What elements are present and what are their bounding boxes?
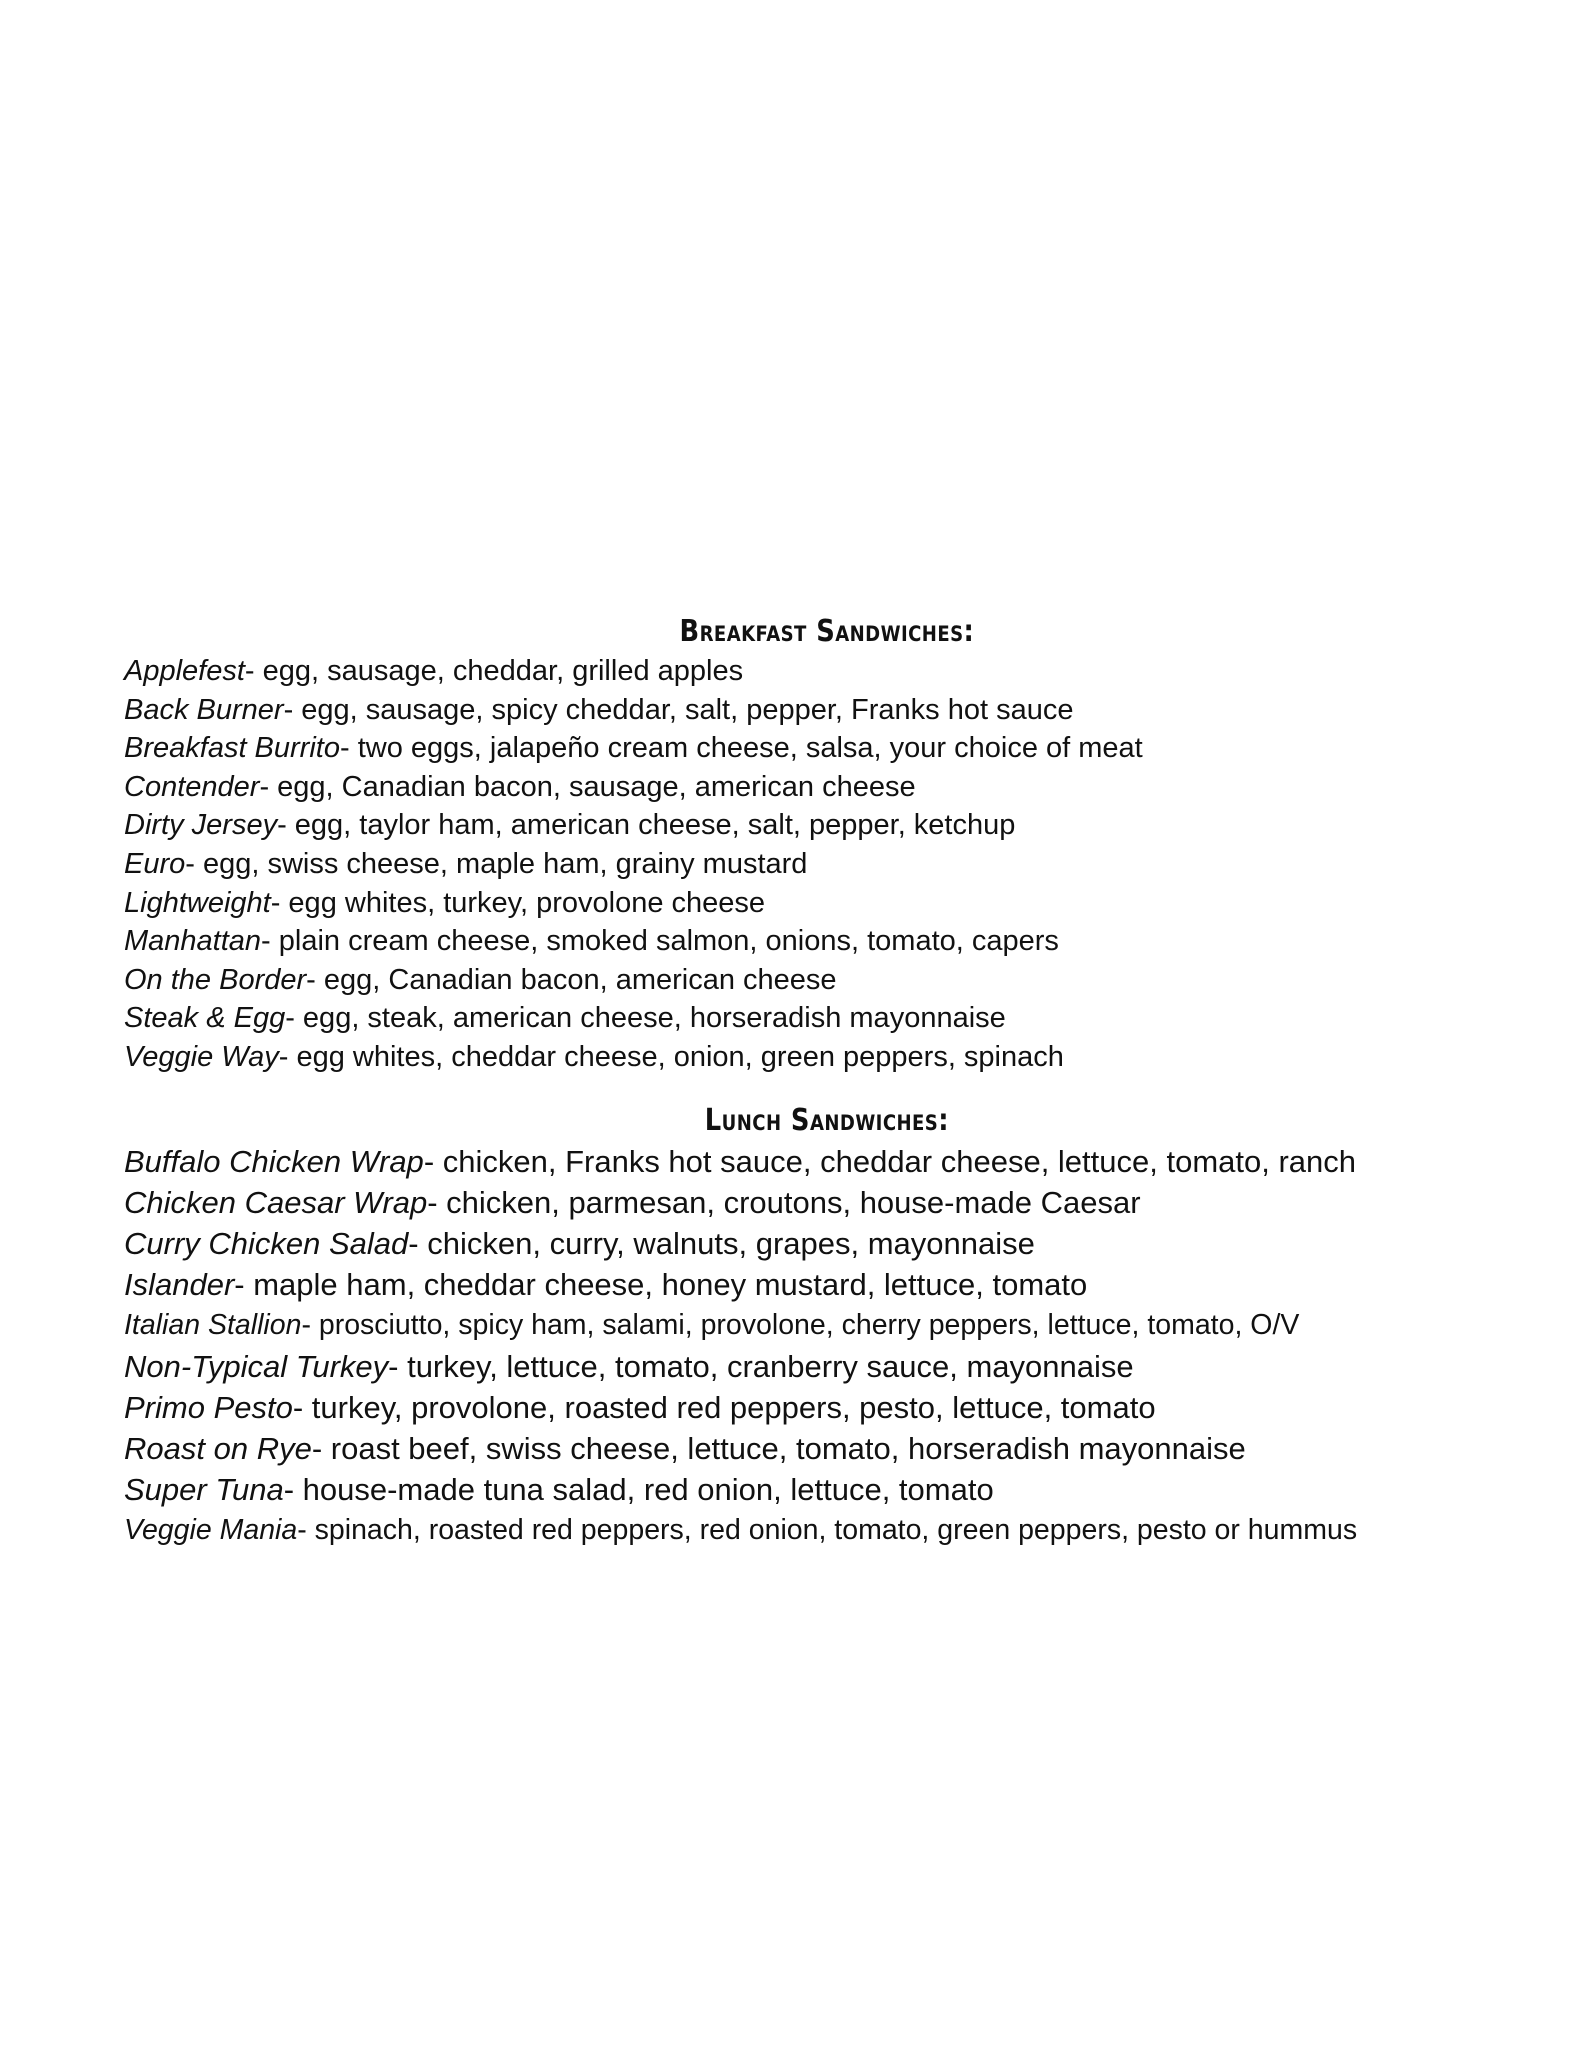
item-description: - prosciutto, spicy ham, salami, provolone, cherry peppers, lettuce, tomato, O/V xyxy=(301,1308,1300,1341)
item-description: - chicken, curry, walnuts, grapes, mayonnaise xyxy=(408,1225,1035,1261)
item-description: - spinach, roasted red peppers, red onion, tomato, green peppers, pesto or hummus xyxy=(297,1513,1358,1546)
item-name: Applefest xyxy=(124,655,245,687)
item-description: - egg, steak, american cheese, horseradish mayonnaise xyxy=(285,1002,1006,1035)
item-name: Primo Pesto xyxy=(124,1389,293,1425)
item-description: - egg whites, turkey, provolone cheese xyxy=(270,886,766,919)
menu-item xyxy=(124,691,1504,730)
menu-item xyxy=(124,652,1504,691)
item-description: - egg, swiss cheese, maple ham, grainy mustard xyxy=(185,847,808,880)
menu-item xyxy=(124,1305,1504,1346)
breakfast-section-title: Breakfast Sandwiches: xyxy=(679,614,975,649)
item-description: - chicken, Franks hot sauce, cheddar cheese, lettuce, tomato, ranch xyxy=(423,1143,1357,1179)
item-name: On the Border xyxy=(124,963,307,996)
item-description: - plain cream cheese, smoked salmon, onions, tomato, capers xyxy=(261,925,1059,958)
item-description: - maple ham, cheddar cheese, honey mustard, lettuce, tomato xyxy=(234,1266,1088,1302)
item-description: - egg, taylor ham, american cheese, salt, pepper, ketchup xyxy=(277,809,1016,842)
item-description: - egg, sausage, spicy cheddar, salt, pepper, Franks hot sauce xyxy=(283,693,1074,726)
menu-item xyxy=(124,729,1504,768)
menu-item xyxy=(124,922,1504,961)
menu-item xyxy=(124,884,1504,923)
item-name: Non-Typical Turkey xyxy=(124,1348,389,1384)
item-name: Dirty Jersey xyxy=(124,809,278,842)
menu-item xyxy=(124,1182,1504,1223)
item-name: Roast on Rye xyxy=(124,1430,312,1466)
item-name: Lightweight xyxy=(124,886,271,919)
item-name: Curry Chicken Salad xyxy=(124,1225,409,1261)
item-name: Contender xyxy=(124,770,260,803)
menu-item xyxy=(124,845,1504,884)
item-description: - egg, sausage, cheddar, grilled apples xyxy=(244,655,744,687)
item-description: - two eggs, jalapeño cream cheese, salsa, your choice of meat xyxy=(339,732,1143,765)
lunch-item-list xyxy=(124,1141,1504,1551)
lunch-section-title: Lunch Sandwiches: xyxy=(704,1102,950,1138)
item-name: Islander xyxy=(124,1266,235,1302)
item-description: - roast beef, swiss cheese, lettuce, tomato, horseradish mayonnaise xyxy=(311,1430,1246,1466)
menu xyxy=(124,612,1504,1551)
breakfast-item-list xyxy=(124,652,1504,1077)
item-name: Breakfast Burrito xyxy=(124,732,340,765)
menu-item xyxy=(124,1387,1504,1428)
menu-item xyxy=(124,999,1504,1038)
menu-item xyxy=(124,1223,1504,1264)
item-name: Back Burner xyxy=(124,693,284,726)
item-name: Veggie Mania xyxy=(124,1513,298,1546)
menu-item xyxy=(124,1264,1504,1305)
breakfast-section xyxy=(124,612,1504,1077)
item-name: Italian Stallion xyxy=(124,1308,302,1341)
item-description: - egg whites, cheddar cheese, onion, green peppers, spinach xyxy=(278,1040,1064,1073)
item-name: Chicken Caesar Wrap xyxy=(124,1184,428,1220)
item-description: - turkey, provolone, roasted red peppers, pesto, lettuce, tomato xyxy=(292,1389,1156,1425)
menu-item xyxy=(124,1510,1504,1551)
item-name: Steak & Egg xyxy=(124,1002,286,1035)
item-name: Euro xyxy=(124,847,186,880)
menu-item xyxy=(124,768,1504,807)
menu-item xyxy=(124,1141,1504,1182)
menu-item xyxy=(124,1428,1504,1469)
menu-item xyxy=(124,1346,1504,1387)
item-name: Buffalo Chicken Wrap xyxy=(124,1143,424,1179)
item-name: Super Tuna xyxy=(124,1471,284,1507)
menu-item xyxy=(124,961,1504,1000)
item-description: - egg, Canadian bacon, sausage, american cheese xyxy=(259,770,916,803)
item-name: Manhattan xyxy=(124,925,262,958)
item-description: - turkey, lettuce, tomato, cranberry sauce, mayonnaise xyxy=(388,1348,1134,1384)
menu-item xyxy=(124,1038,1504,1077)
item-name: Veggie Way xyxy=(124,1040,279,1073)
lunch-section xyxy=(124,1101,1504,1551)
item-description: - house-made tuna salad, red onion, lettuce, tomato xyxy=(283,1471,994,1507)
menu-item xyxy=(124,1469,1504,1510)
item-description: - chicken, parmesan, croutons, house-made Caesar xyxy=(427,1184,1141,1220)
menu-item xyxy=(124,806,1504,845)
item-description: - egg, Canadian bacon, american cheese xyxy=(306,963,837,996)
